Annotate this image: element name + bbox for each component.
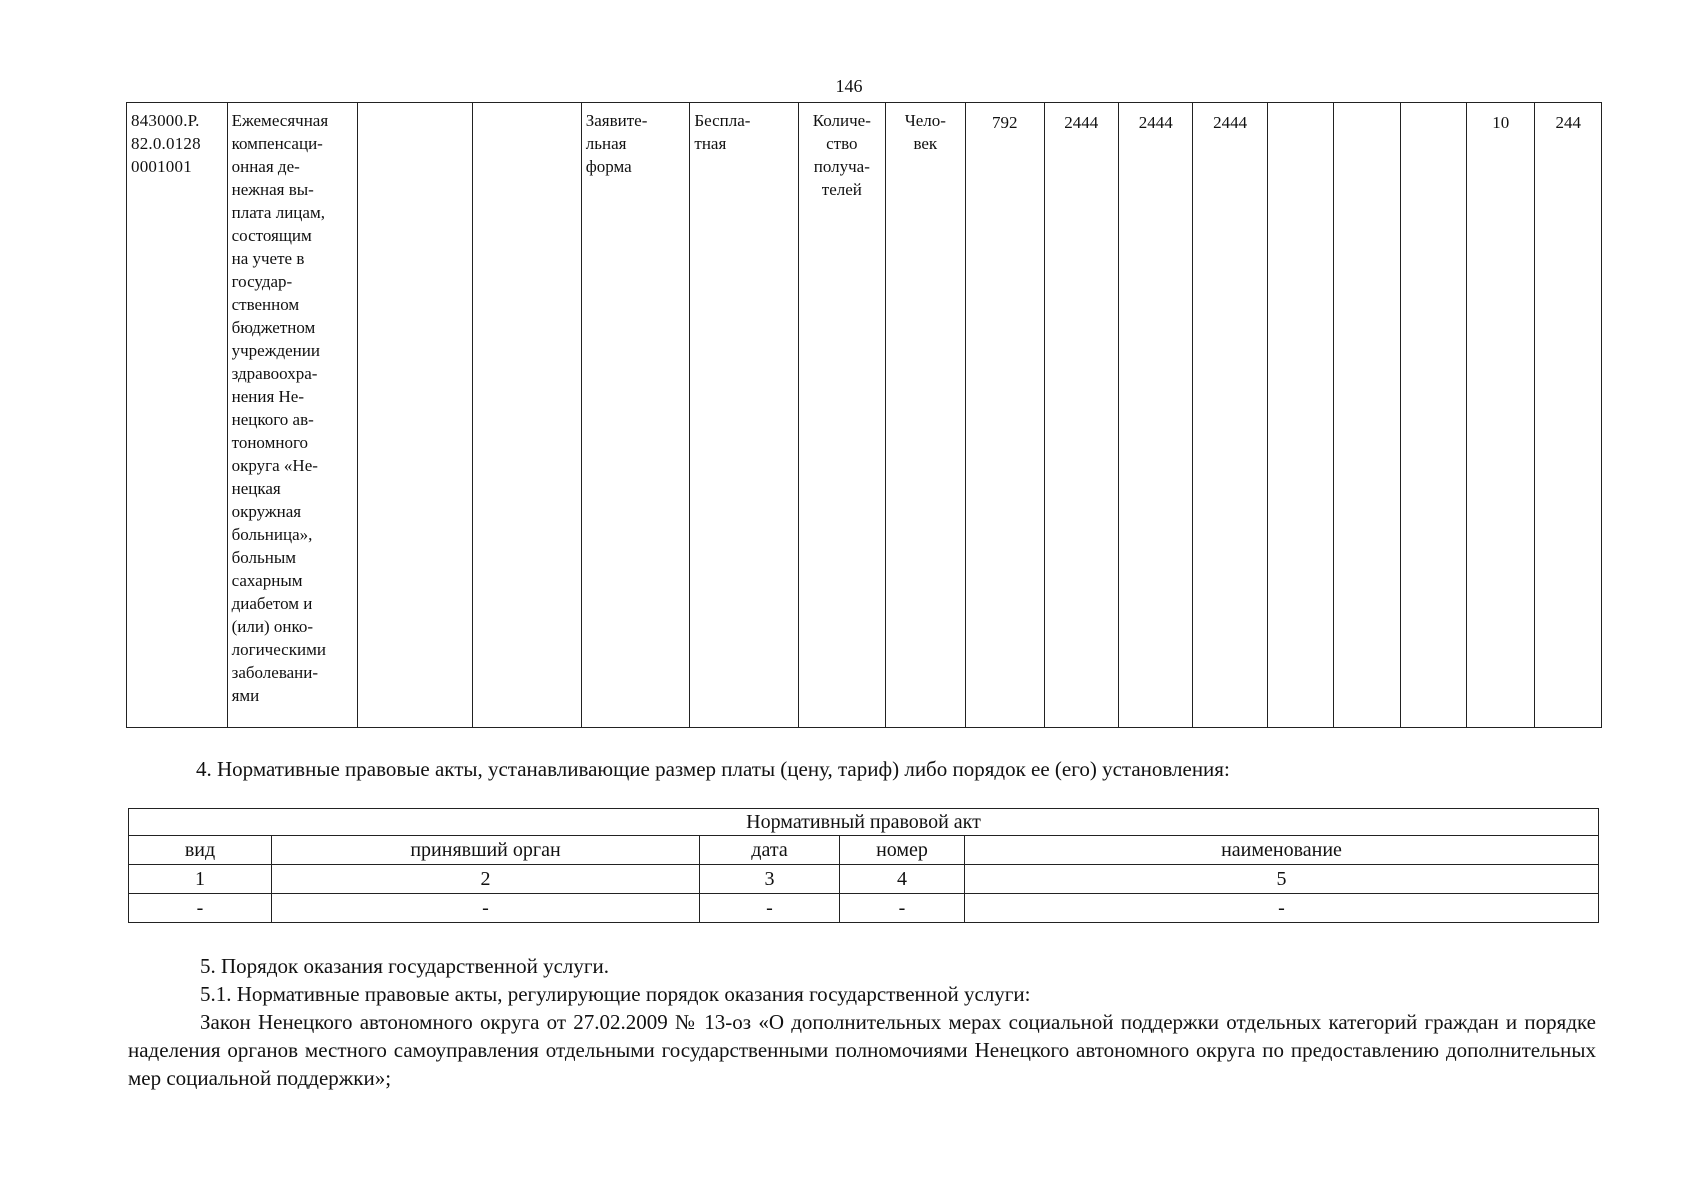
table-cell: -	[129, 894, 272, 923]
code-cell	[127, 103, 228, 728]
value-cell: 2444	[1044, 103, 1118, 728]
column-number: 2	[272, 865, 700, 894]
page-number: 146	[835, 76, 863, 96]
empty-cell	[1267, 103, 1333, 728]
code-line: 0001001	[131, 157, 192, 176]
name-line: бюджетном	[231, 318, 316, 337]
name-line: ственном	[231, 295, 300, 314]
name-line: диабетом и	[231, 594, 313, 613]
section-5-1-heading: 5.1. Нормативные правовые акты, регулирующие порядок оказания государственной услуги:	[200, 982, 1031, 1006]
table-header-row	[129, 836, 1599, 865]
name-line: онная де-	[231, 157, 300, 176]
indicator-line: Количе-	[812, 111, 871, 130]
column-number: 1	[129, 865, 272, 894]
section-5	[128, 952, 1596, 1092]
payment-line: тная	[694, 134, 727, 153]
column-header: дата	[700, 836, 840, 865]
form-line: форма	[585, 157, 632, 176]
service-name-cell	[227, 103, 358, 728]
law-paragraph: Закон Ненецкого автономного округа от 27.02.2009 № 13-оз «О дополнительных мерах социальной поддержки отдельных категорий граждан и порядке наделения органов местного самоуправления отдельными государственными полномочиями Ненецкого автономного округа по предоставлению дополнительных мер социальной поддержки»;	[128, 1010, 1596, 1090]
empty-cell	[1400, 103, 1466, 728]
form-cell	[581, 103, 690, 728]
unit-line: век	[913, 134, 938, 153]
name-line: состоящим	[231, 226, 312, 245]
name-line: компенсаци-	[231, 134, 323, 153]
name-line: логическими	[231, 640, 326, 659]
column-number: 5	[965, 865, 1599, 894]
table-cell: -	[840, 894, 965, 923]
name-line: округа «Не-	[231, 456, 318, 475]
name-line: нецкая	[231, 479, 281, 498]
normative-acts-table	[128, 808, 1599, 923]
table-cell: -	[272, 894, 700, 923]
column-header: принявший орган	[272, 836, 700, 865]
okei-cell: 792	[966, 103, 1044, 728]
name-line: Ежемесячная	[231, 111, 329, 130]
name-line: сахарным	[231, 571, 303, 590]
code-line: 843000.Р.	[131, 111, 200, 130]
form-line: льная	[585, 134, 627, 153]
service-table	[126, 102, 1602, 728]
name-line: больница»,	[231, 525, 313, 544]
name-line: (или) онко-	[231, 617, 314, 636]
form-line: Заявите-	[585, 111, 648, 130]
name-line: учреждении	[231, 341, 320, 360]
name-line: окружная	[231, 502, 302, 521]
empty-cell	[473, 103, 582, 728]
name-line: больным	[231, 548, 297, 567]
deviation-abs-cell: 244	[1535, 103, 1602, 728]
name-line: государ-	[231, 272, 293, 291]
table-number-row	[129, 865, 1599, 894]
name-line: ями	[231, 686, 260, 705]
table-cell: -	[700, 894, 840, 923]
column-number: 4	[840, 865, 965, 894]
name-line: заболевани-	[231, 663, 319, 682]
column-header: наименование	[965, 836, 1599, 865]
table-row	[129, 894, 1599, 923]
column-header: номер	[840, 836, 965, 865]
value-cell: 2444	[1193, 103, 1267, 728]
name-line: на учете в	[231, 249, 305, 268]
payment-line: Беспла-	[694, 111, 751, 130]
deviation-percent-cell: 10	[1467, 103, 1535, 728]
unit-line: Чело-	[904, 111, 946, 130]
empty-cell	[1334, 103, 1400, 728]
indicator-line: получа-	[813, 157, 870, 176]
name-line: нежная вы-	[231, 180, 314, 199]
column-number: 3	[700, 865, 840, 894]
unit-cell	[885, 103, 965, 728]
indicator-cell	[799, 103, 886, 728]
payment-cell	[690, 103, 799, 728]
name-line: плата лицам,	[231, 203, 325, 222]
name-line: тономного	[231, 433, 308, 452]
indicator-line: телей	[821, 180, 862, 199]
section-4-heading: 4. Нормативные правовые акты, устанавливающие размер платы (цену, тариф) либо порядок ее (его) установления:	[196, 757, 1230, 781]
name-line: нения Не-	[231, 387, 305, 406]
name-line: нецкого ав-	[231, 410, 314, 429]
value-cell: 2444	[1118, 103, 1192, 728]
empty-cell	[358, 103, 473, 728]
indicator-line: ство	[826, 134, 858, 153]
table-cell: -	[965, 894, 1599, 923]
table-caption-row	[129, 809, 1599, 836]
table-row	[127, 103, 1602, 728]
code-line: 82.0.0128	[131, 134, 201, 153]
table-caption: Нормативный правовой акт	[129, 809, 1599, 836]
column-header: вид	[129, 836, 272, 865]
section-5-heading: 5. Порядок оказания государственной услуги.	[200, 954, 609, 978]
name-line: здравоохра-	[231, 364, 318, 383]
